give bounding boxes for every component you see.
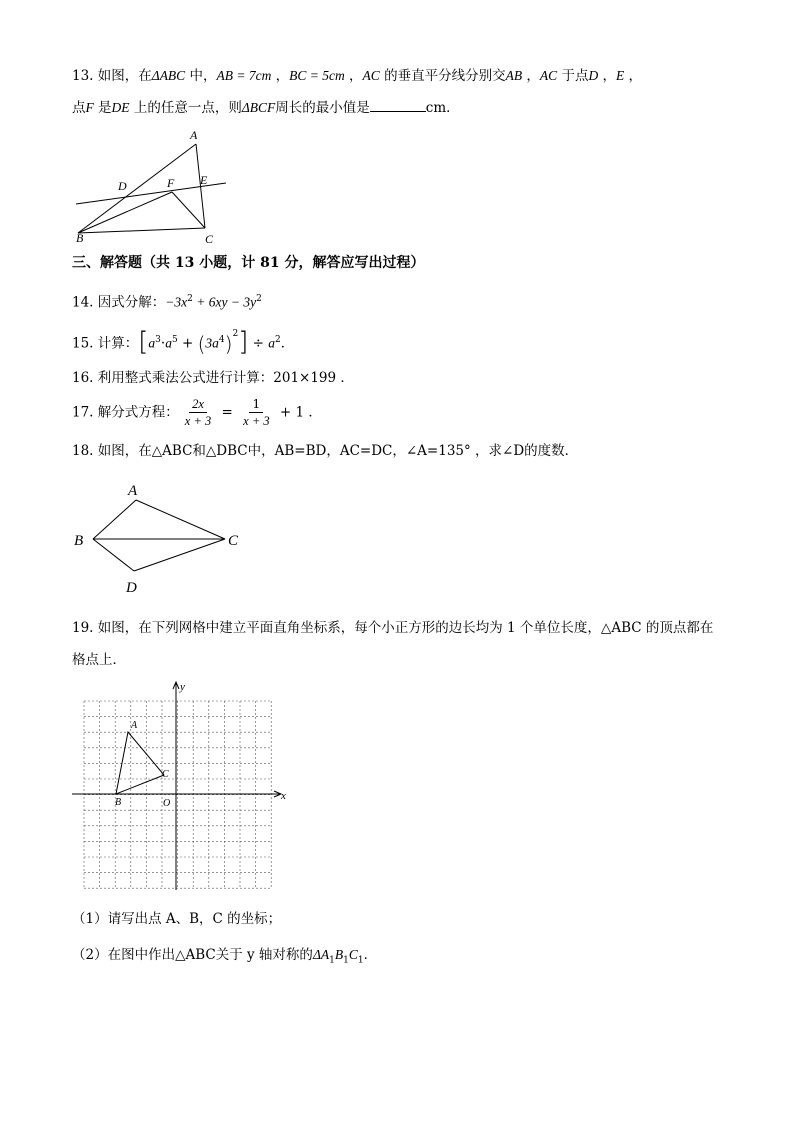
q18: 18. 如图，在△ABC和△DBC中，AB=BD，AC=DC，∠A=135° ，求∠D的度数．: [72, 443, 579, 459]
q19-part-1: （1）请写出点 A、B，C 的坐标；: [72, 911, 282, 927]
label-A: A: [190, 128, 198, 142]
segment-FC: [172, 192, 205, 228]
label-A: A: [131, 720, 138, 731]
label-B: B: [115, 797, 122, 808]
q19-line-1: 19. 如图，在下列网格中建立平面直角坐标系，每个小正方形的边长均为 1 个单位长度，△ABC 的顶点都在: [72, 620, 714, 636]
q18-kite-figure: [68, 478, 258, 598]
label-D: D: [126, 580, 137, 596]
label-F: F: [167, 176, 175, 190]
label-E: E: [200, 173, 208, 187]
label-B: B: [76, 231, 84, 245]
label-C: C: [205, 232, 214, 246]
q16: 16. 利用整式乘法公式进行计算：201×199 ．: [72, 370, 354, 386]
left-bracket: [: [138, 327, 149, 357]
q13-line-2: 点F 是DE 上的任意一点，则ΔBCF周长的最小值是 cm．: [72, 100, 460, 116]
segment-AC: [136, 500, 225, 539]
segment-BA: [93, 500, 136, 539]
answer-blank: [370, 99, 426, 112]
segment-BD: [93, 539, 134, 571]
triangle-ABC: [116, 732, 164, 794]
segment-DC: [134, 539, 225, 571]
label-x: x: [281, 790, 286, 802]
label-B: B: [74, 533, 84, 549]
q13-triangle-figure: [68, 124, 238, 250]
fraction-left: $\frac{2x}{x + 3}$: [184, 397, 212, 428]
right-paren: ): [224, 332, 233, 356]
label-A: A: [128, 483, 138, 499]
right-bracket: ]: [238, 327, 249, 357]
q17: 17. 解分式方程： $\frac{2x}{x + 3}$ = $\frac{1}{x + 3}$ + 1 ．: [72, 396, 322, 428]
q14: 14. 因式分解：$-3x^2 + 6xy - 3y^2$: [72, 294, 262, 311]
segment-AB: [78, 144, 196, 233]
q19-part-2: （2）在图中作出△ABC关于 y 轴对称的$\Delta A_1B_1C_1$．: [72, 947, 378, 966]
left-paren: (: [197, 332, 206, 356]
q19-line-2: 格点上．: [72, 652, 126, 668]
label-O: O: [163, 798, 171, 809]
label-y: y: [180, 681, 185, 693]
label-D: D: [118, 179, 127, 193]
label-C: C: [228, 533, 239, 549]
q19-coordinate-grid: [70, 678, 300, 894]
section-heading: 三、解答题（共 13 小题，计 81 分，解答应写出过程）: [72, 255, 425, 271]
q15: 15. 计算：$[a^3\cdot a^5 + (3a^4)^2] \div a^2$．: [72, 327, 295, 357]
label-C: C: [162, 769, 169, 780]
fraction-right: $\frac{1}{x + 3}$: [243, 396, 270, 428]
segment-BC: [78, 228, 205, 233]
q13-line-1: 13. 如图，在ΔABC 中，AB = 7cm ，BC = 5cm ，AC 的垂直平分线分别交AB ，AC 于点D ，E ，: [72, 68, 643, 84]
